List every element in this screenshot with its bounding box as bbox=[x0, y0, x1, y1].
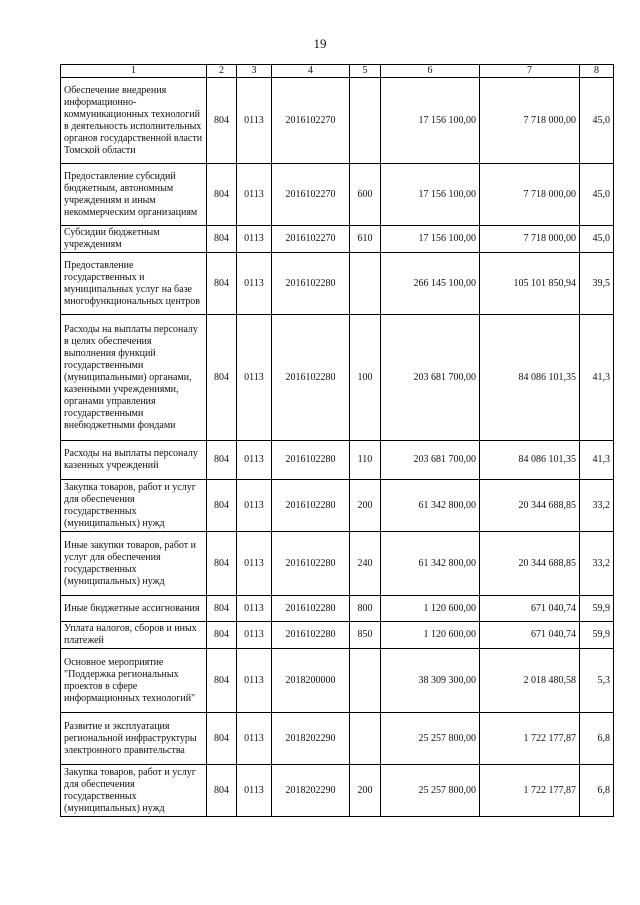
planned-amount: 61 342 800,00 bbox=[381, 480, 480, 532]
expense-type-code: 200 bbox=[350, 480, 381, 532]
ministry-code: 804 bbox=[207, 253, 237, 315]
target-article-code: 2016102270 bbox=[272, 226, 350, 253]
executed-amount: 7 718 000,00 bbox=[480, 164, 580, 226]
header-cell: 5 bbox=[350, 65, 381, 78]
header-cell: 3 bbox=[237, 65, 272, 78]
execution-percent: 41,3 bbox=[580, 315, 614, 441]
executed-amount: 7 718 000,00 bbox=[480, 226, 580, 253]
execution-percent: 6,8 bbox=[580, 713, 614, 765]
execution-percent: 45,0 bbox=[580, 226, 614, 253]
row-name: Расходы на выплаты персоналу в целях обеспечения выполнения функций государственными (муниципальными) органами, казенными учреждениями, органами управления государственными внебюджетными фондами bbox=[61, 315, 207, 441]
row-name: Предоставление государственных и муниципальных услуг на базе многофункциональных центров bbox=[61, 253, 207, 315]
section-code: 0113 bbox=[237, 649, 272, 713]
row-name: Субсидии бюджетным учреждениям bbox=[61, 226, 207, 253]
execution-percent: 6,8 bbox=[580, 765, 614, 817]
expense-type-code: 240 bbox=[350, 532, 381, 596]
execution-percent: 33,2 bbox=[580, 480, 614, 532]
target-article-code: 2016102280 bbox=[272, 480, 350, 532]
target-article-code: 2018202290 bbox=[272, 713, 350, 765]
section-code: 0113 bbox=[237, 253, 272, 315]
header-cell: 4 bbox=[272, 65, 350, 78]
row-name: Развитие и эксплуатация региональной инфраструктуры электронного правительства bbox=[61, 713, 207, 765]
execution-percent: 59,9 bbox=[580, 622, 614, 649]
row-name: Закупка товаров, работ и услуг для обеспечения государственных (муниципальных) нужд bbox=[61, 480, 207, 532]
row-name: Иные бюджетные ассигнования bbox=[61, 596, 207, 622]
target-article-code: 2018202290 bbox=[272, 765, 350, 817]
ministry-code: 804 bbox=[207, 713, 237, 765]
ministry-code: 804 bbox=[207, 78, 237, 164]
expense-type-code: 600 bbox=[350, 164, 381, 226]
executed-amount: 20 344 688,85 bbox=[480, 532, 580, 596]
section-code: 0113 bbox=[237, 78, 272, 164]
planned-amount: 203 681 700,00 bbox=[381, 315, 480, 441]
ministry-code: 804 bbox=[207, 596, 237, 622]
planned-amount: 17 156 100,00 bbox=[381, 78, 480, 164]
expense-type-code bbox=[350, 253, 381, 315]
expense-type-code bbox=[350, 78, 381, 164]
row-name: Закупка товаров, работ и услуг для обеспечения государственных (муниципальных) нужд bbox=[61, 765, 207, 817]
header-cell: 1 bbox=[61, 65, 207, 78]
expense-type-code: 200 bbox=[350, 765, 381, 817]
planned-amount: 266 145 100,00 bbox=[381, 253, 480, 315]
executed-amount: 1 722 177,87 bbox=[480, 713, 580, 765]
row-name: Иные закупки товаров, работ и услуг для обеспечения государственных (муниципальных) нужд bbox=[61, 532, 207, 596]
planned-amount: 25 257 800,00 bbox=[381, 765, 480, 817]
expense-type-code: 800 bbox=[350, 596, 381, 622]
target-article-code: 2016102280 bbox=[272, 622, 350, 649]
table-row bbox=[61, 315, 614, 441]
target-article-code: 2016102280 bbox=[272, 253, 350, 315]
header-cell: 7 bbox=[480, 65, 580, 78]
row-name: Основное мероприятие "Поддержка региональных проектов в сфере информационных технологий" bbox=[61, 649, 207, 713]
section-code: 0113 bbox=[237, 480, 272, 532]
executed-amount: 84 086 101,35 bbox=[480, 441, 580, 480]
expense-type-code: 850 bbox=[350, 622, 381, 649]
execution-percent: 33,2 bbox=[580, 532, 614, 596]
ministry-code: 804 bbox=[207, 164, 237, 226]
execution-percent: 59,9 bbox=[580, 596, 614, 622]
row-name: Расходы на выплаты персоналу казенных учреждений bbox=[61, 441, 207, 480]
planned-amount: 17 156 100,00 bbox=[381, 226, 480, 253]
table-row bbox=[61, 480, 614, 532]
executed-amount: 2 018 480,58 bbox=[480, 649, 580, 713]
execution-percent: 41,3 bbox=[580, 441, 614, 480]
table-row bbox=[61, 253, 614, 315]
section-code: 0113 bbox=[237, 164, 272, 226]
budget-table bbox=[60, 64, 614, 817]
header-cell: 2 bbox=[207, 65, 237, 78]
row-name: Предоставление субсидий бюджетным, автономным учреждениям и иным некоммерческим организациям bbox=[61, 164, 207, 226]
ministry-code: 804 bbox=[207, 765, 237, 817]
ministry-code: 804 bbox=[207, 480, 237, 532]
target-article-code: 2018200000 bbox=[272, 649, 350, 713]
target-article-code: 2016102280 bbox=[272, 532, 350, 596]
executed-amount: 7 718 000,00 bbox=[480, 78, 580, 164]
section-code: 0113 bbox=[237, 622, 272, 649]
row-name: Обеспечение внедрения информационно-коммуникационных технологий в деятельность исполнительных органов государственной власти Томской области bbox=[61, 78, 207, 164]
planned-amount: 1 120 600,00 bbox=[381, 622, 480, 649]
section-code: 0113 bbox=[237, 713, 272, 765]
executed-amount: 20 344 688,85 bbox=[480, 480, 580, 532]
target-article-code: 2016102280 bbox=[272, 441, 350, 480]
table-row bbox=[61, 649, 614, 713]
table-row bbox=[61, 441, 614, 480]
execution-percent: 45,0 bbox=[580, 164, 614, 226]
table-row bbox=[61, 226, 614, 253]
ministry-code: 804 bbox=[207, 532, 237, 596]
planned-amount: 38 309 300,00 bbox=[381, 649, 480, 713]
section-code: 0113 bbox=[237, 765, 272, 817]
target-article-code: 2016102270 bbox=[272, 78, 350, 164]
section-code: 0113 bbox=[237, 596, 272, 622]
expense-type-code bbox=[350, 713, 381, 765]
table-row bbox=[61, 78, 614, 164]
table-row bbox=[61, 765, 614, 817]
header-row bbox=[61, 65, 614, 78]
table-row bbox=[61, 713, 614, 765]
executed-amount: 671 040,74 bbox=[480, 622, 580, 649]
ministry-code: 804 bbox=[207, 226, 237, 253]
section-code: 0113 bbox=[237, 532, 272, 596]
table-row bbox=[61, 622, 614, 649]
planned-amount: 203 681 700,00 bbox=[381, 441, 480, 480]
ministry-code: 804 bbox=[207, 622, 237, 649]
planned-amount: 61 342 800,00 bbox=[381, 532, 480, 596]
executed-amount: 671 040,74 bbox=[480, 596, 580, 622]
executed-amount: 84 086 101,35 bbox=[480, 315, 580, 441]
header-cell: 6 bbox=[381, 65, 480, 78]
target-article-code: 2016102270 bbox=[272, 164, 350, 226]
expense-type-code: 100 bbox=[350, 315, 381, 441]
ministry-code: 804 bbox=[207, 649, 237, 713]
table-row bbox=[61, 532, 614, 596]
execution-percent: 5,3 bbox=[580, 649, 614, 713]
page-number: 19 bbox=[313, 36, 327, 51]
execution-percent: 45,0 bbox=[580, 78, 614, 164]
table-row bbox=[61, 596, 614, 622]
expense-type-code: 610 bbox=[350, 226, 381, 253]
expense-type-code bbox=[350, 649, 381, 713]
header-cell: 8 bbox=[580, 65, 614, 78]
planned-amount: 1 120 600,00 bbox=[381, 596, 480, 622]
target-article-code: 2016102280 bbox=[272, 596, 350, 622]
row-name: Уплата налогов, сборов и иных платежей bbox=[61, 622, 207, 649]
ministry-code: 804 bbox=[207, 441, 237, 480]
section-code: 0113 bbox=[237, 441, 272, 480]
ministry-code: 804 bbox=[207, 315, 237, 441]
planned-amount: 17 156 100,00 bbox=[381, 164, 480, 226]
expense-type-code: 110 bbox=[350, 441, 381, 480]
section-code: 0113 bbox=[237, 315, 272, 441]
target-article-code: 2016102280 bbox=[272, 315, 350, 441]
executed-amount: 1 722 177,87 bbox=[480, 765, 580, 817]
section-code: 0113 bbox=[237, 226, 272, 253]
table-row bbox=[61, 164, 614, 226]
executed-amount: 105 101 850,94 bbox=[480, 253, 580, 315]
execution-percent: 39,5 bbox=[580, 253, 614, 315]
planned-amount: 25 257 800,00 bbox=[381, 713, 480, 765]
